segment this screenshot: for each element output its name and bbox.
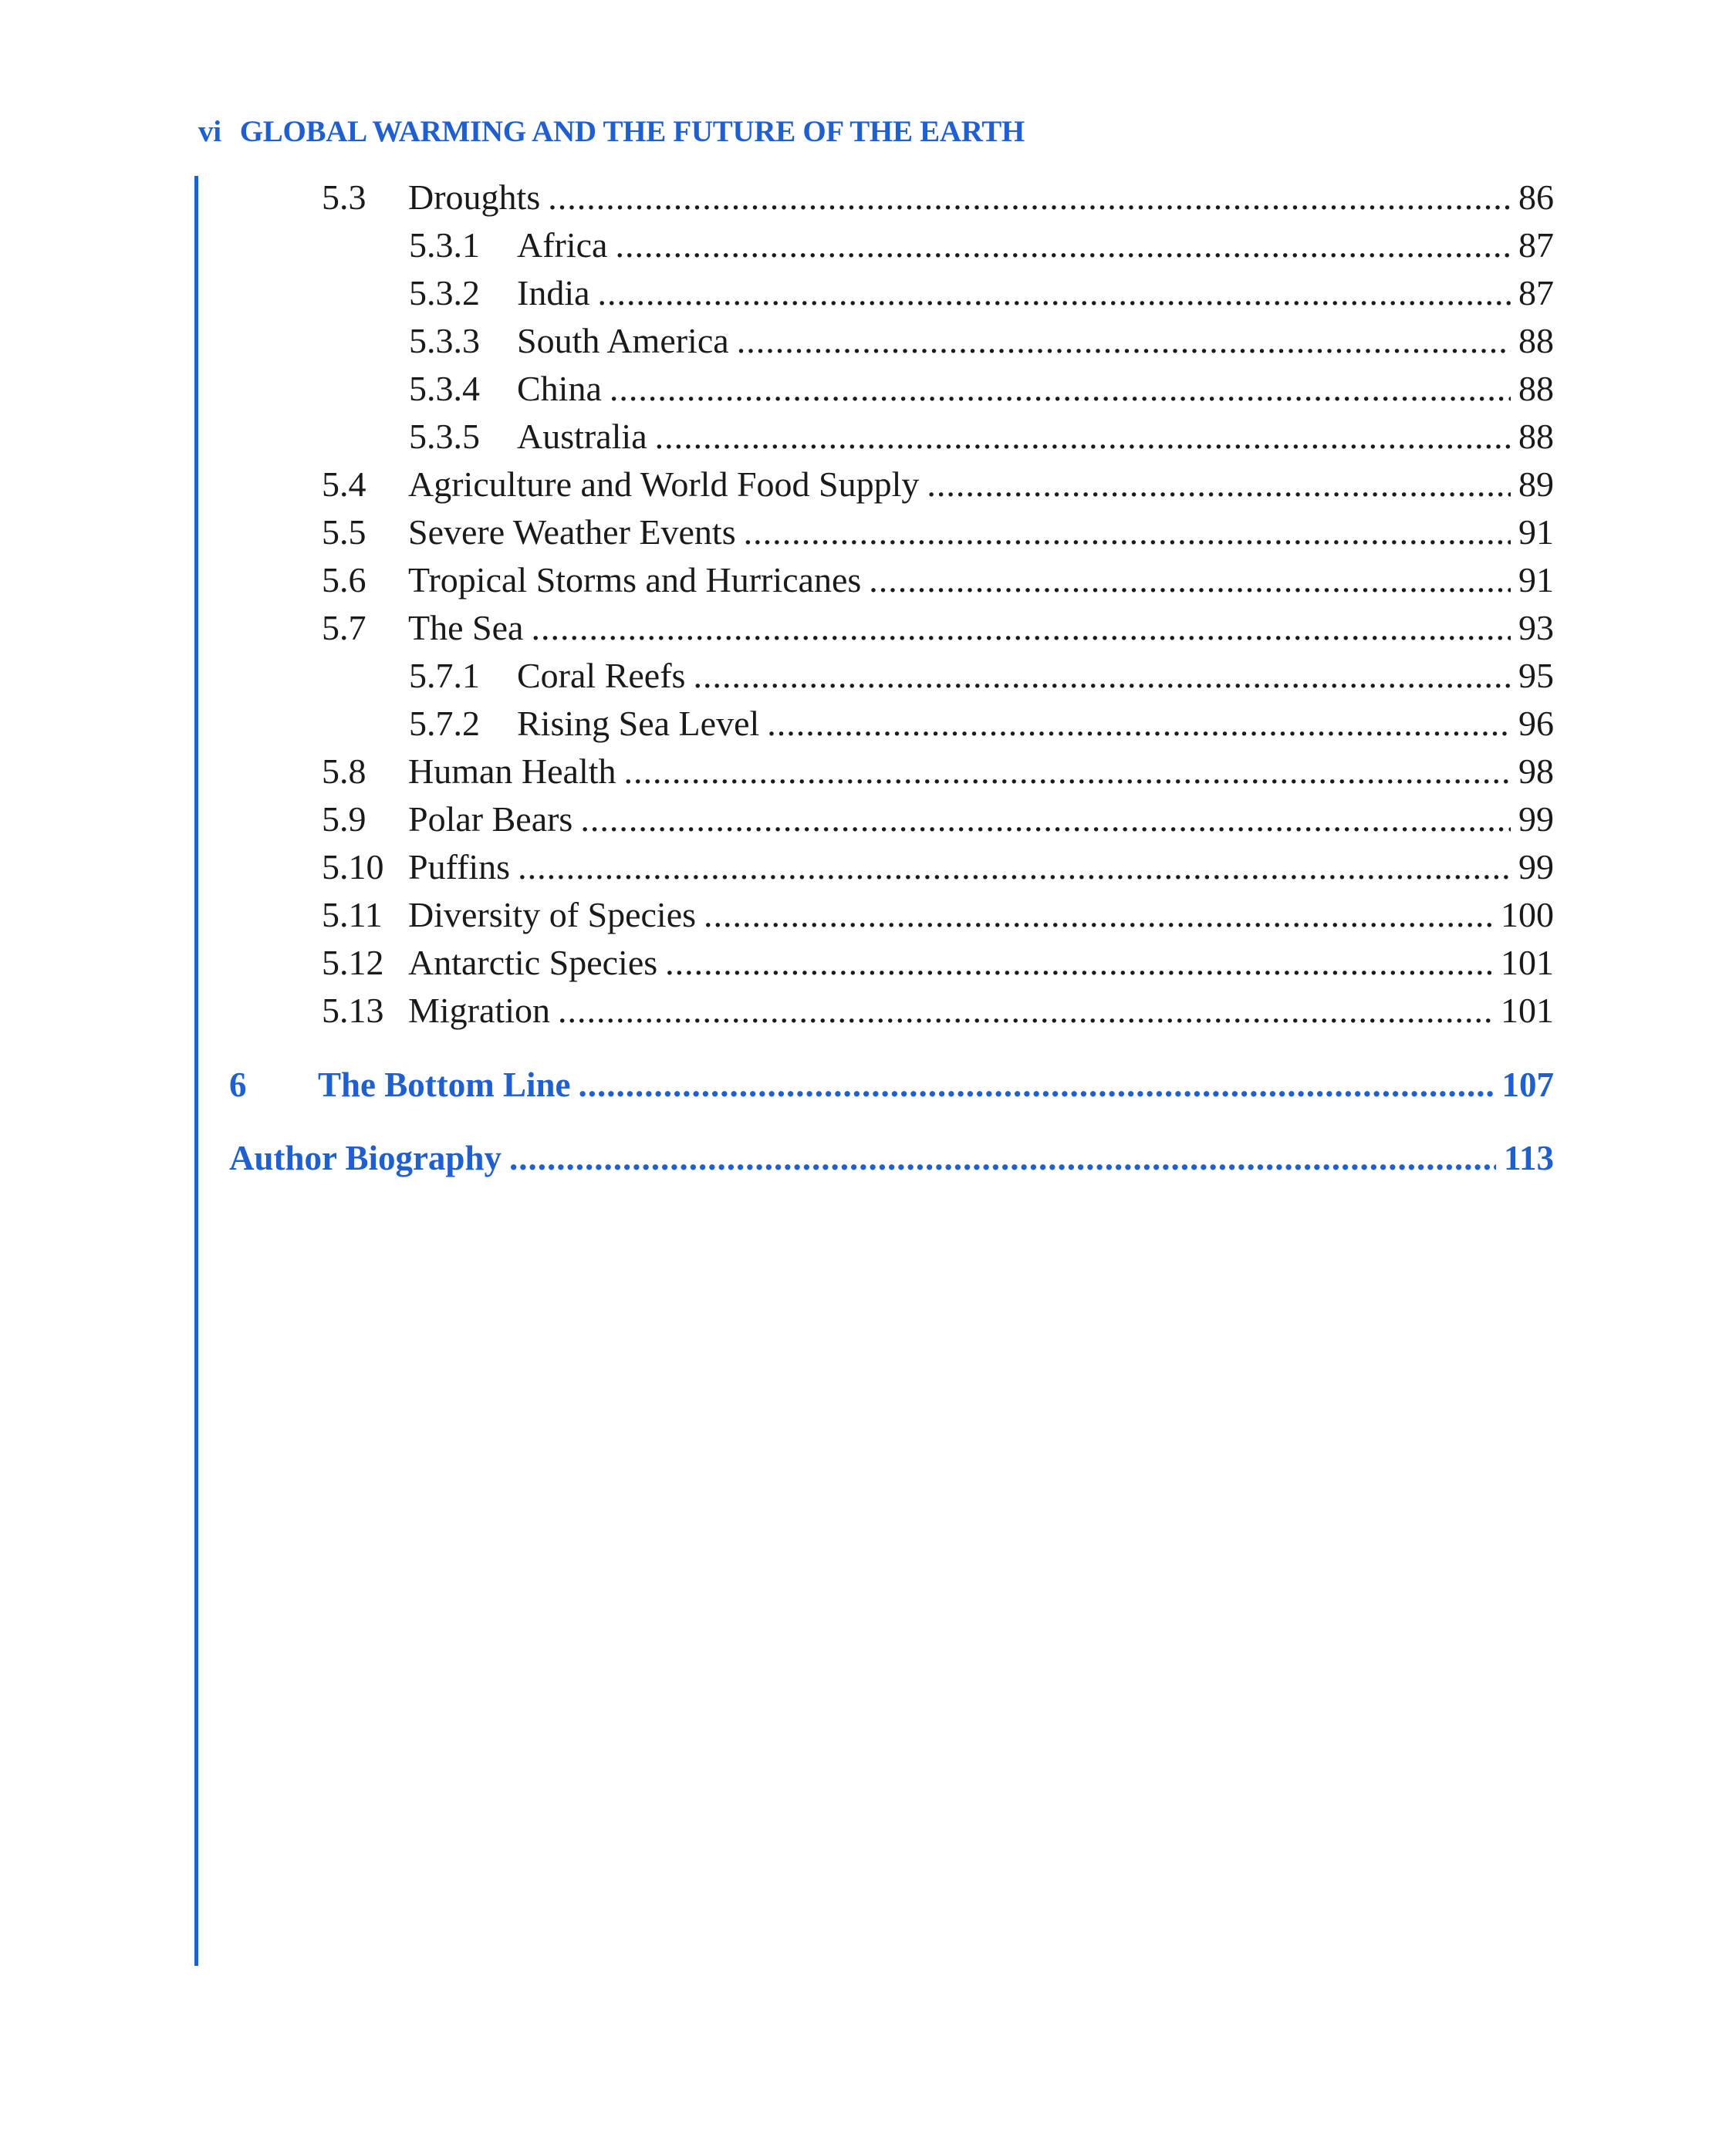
toc-entry-page: 91 <box>1518 560 1554 599</box>
toc-entry-title: South America <box>517 321 729 360</box>
toc-entry-number: 5.10 <box>322 847 384 886</box>
toc-entry-5-3-1[interactable] <box>409 221 1554 269</box>
toc-entry-title: Migration <box>408 991 550 1030</box>
toc-entry-5-7-2[interactable] <box>409 700 1554 748</box>
toc-entry-page: 88 <box>1518 321 1554 360</box>
toc-entry-number: 5.3.1 <box>409 225 480 265</box>
toc-entry-number: 5.3.2 <box>409 273 480 312</box>
toc-chapter-number: 6 <box>229 1065 247 1104</box>
toc-entry-number: 5.5 <box>322 512 366 552</box>
dot-leader <box>518 843 1511 891</box>
toc-entry-title: Droughts <box>408 177 541 217</box>
toc-entry-number: 5.8 <box>322 751 366 791</box>
dot-leader <box>624 748 1511 795</box>
dot-leader <box>665 939 1493 987</box>
toc-entry-5-3-2[interactable] <box>409 269 1554 317</box>
toc-entry-page: 96 <box>1518 704 1554 743</box>
toc-entry-title: Polar Bears <box>408 799 573 839</box>
dot-leader <box>579 1061 1495 1109</box>
toc-entry-page: 93 <box>1518 608 1554 647</box>
toc-entry-page: 98 <box>1518 751 1554 791</box>
toc-chapter-6[interactable] <box>229 1061 1554 1109</box>
toc-entry-5-3-4[interactable] <box>409 365 1554 413</box>
toc-entry-page: 99 <box>1518 847 1554 886</box>
toc-entry-number: 5.3.4 <box>409 369 480 408</box>
running-head <box>198 114 1025 149</box>
toc-entry-title: Severe Weather Events <box>408 512 736 552</box>
dot-leader <box>869 556 1511 604</box>
toc-entry-page: 99 <box>1518 799 1554 839</box>
toc-entry-5-10[interactable] <box>322 843 1554 891</box>
toc-entry-title: Africa <box>517 225 608 265</box>
toc-entry-number: 5.4 <box>322 464 366 504</box>
toc-entry-5-13[interactable] <box>322 987 1554 1035</box>
toc-entry-5-7-1[interactable] <box>409 652 1554 700</box>
dot-leader <box>767 700 1511 748</box>
toc-entry-5-4[interactable] <box>322 461 1554 508</box>
toc-entry-number: 5.13 <box>322 991 384 1030</box>
dot-leader <box>655 413 1511 461</box>
toc-entry-page: 87 <box>1518 225 1554 265</box>
toc-entry-page: 88 <box>1518 417 1554 456</box>
toc-entry-page: 89 <box>1518 464 1554 504</box>
toc-entry-5-3-5[interactable] <box>409 413 1554 461</box>
toc-entry-title: Agriculture and World Food Supply <box>408 464 920 504</box>
toc-entry-number: 5.11 <box>322 895 383 934</box>
dot-leader <box>558 987 1493 1035</box>
toc-entry-title: India <box>517 273 590 312</box>
dot-leader <box>509 1134 1496 1182</box>
toc-entry-title: Rising Sea Level <box>517 704 760 743</box>
dot-leader <box>927 461 1511 508</box>
toc-entry-5-6[interactable] <box>322 556 1554 604</box>
toc-entry-5-3[interactable] <box>322 174 1554 221</box>
toc-entry-title: Coral Reefs <box>517 656 686 695</box>
toc-entry-number: 5.6 <box>322 560 366 599</box>
toc-entry-title: Puffins <box>408 847 511 886</box>
toc-entry-title: Diversity of Species <box>408 895 697 934</box>
toc-entry-number: 5.3.5 <box>409 417 480 456</box>
toc-entry-5-3-3[interactable] <box>409 317 1554 365</box>
dot-leader <box>615 221 1511 269</box>
toc-entry-title: Antarctic Species <box>408 943 658 982</box>
toc-backmatter-title: Author Biography <box>229 1139 502 1177</box>
toc-entry-5-5[interactable] <box>322 508 1554 556</box>
toc-entry-page: 101 <box>1501 991 1554 1030</box>
toc-entry-page: 101 <box>1501 943 1554 982</box>
toc-entry-number: 5.3 <box>322 177 366 217</box>
margin-rule <box>194 176 198 1966</box>
dot-leader <box>598 269 1511 317</box>
toc-entry-page: 86 <box>1518 177 1554 217</box>
dot-leader <box>610 365 1511 413</box>
toc-entry-5-12[interactable] <box>322 939 1554 987</box>
toc-entry-number: 5.3.3 <box>409 321 480 360</box>
toc-entry-number: 5.7 <box>322 608 366 647</box>
dot-leader <box>704 891 1493 939</box>
toc-entry-title: Australia <box>517 417 647 456</box>
toc-backmatter-page: 113 <box>1503 1139 1554 1177</box>
dot-leader <box>531 604 1511 652</box>
book-title: GLOBAL WARMING AND THE FUTURE OF THE EARTH <box>239 115 1025 148</box>
dot-leader <box>548 174 1511 221</box>
toc-entry-page: 88 <box>1518 369 1554 408</box>
dot-leader <box>737 317 1511 365</box>
toc-chapter-title: The Bottom Line <box>318 1065 571 1104</box>
toc-entry-5-9[interactable] <box>322 795 1554 843</box>
toc-entry-title: Tropical Storms and Hurricanes <box>408 560 862 599</box>
toc-chapter-page: 107 <box>1501 1065 1554 1104</box>
toc-entry-number: 5.7.2 <box>409 704 480 743</box>
toc-entry-page: 87 <box>1518 273 1554 312</box>
dot-leader <box>580 795 1511 843</box>
toc-entry-number: 5.12 <box>322 943 384 982</box>
toc-entry-page: 95 <box>1518 656 1554 695</box>
toc-entry-5-7[interactable] <box>322 604 1554 652</box>
toc-entry-number: 5.9 <box>322 799 366 839</box>
toc-entry-title: Human Health <box>408 751 616 791</box>
toc-entry-page: 91 <box>1518 512 1554 552</box>
toc-author-biography[interactable] <box>229 1134 1554 1182</box>
toc-entry-5-8[interactable] <box>322 748 1554 795</box>
toc-entry-page: 100 <box>1501 895 1554 934</box>
toc-entry-title: The Sea <box>408 608 524 647</box>
toc-entry-title: China <box>517 369 602 408</box>
dot-leader <box>693 652 1511 700</box>
page-folio: vi <box>198 115 221 148</box>
toc-entry-5-11[interactable] <box>322 891 1554 939</box>
dot-leader <box>744 508 1511 556</box>
toc-entry-number: 5.7.1 <box>409 656 480 695</box>
